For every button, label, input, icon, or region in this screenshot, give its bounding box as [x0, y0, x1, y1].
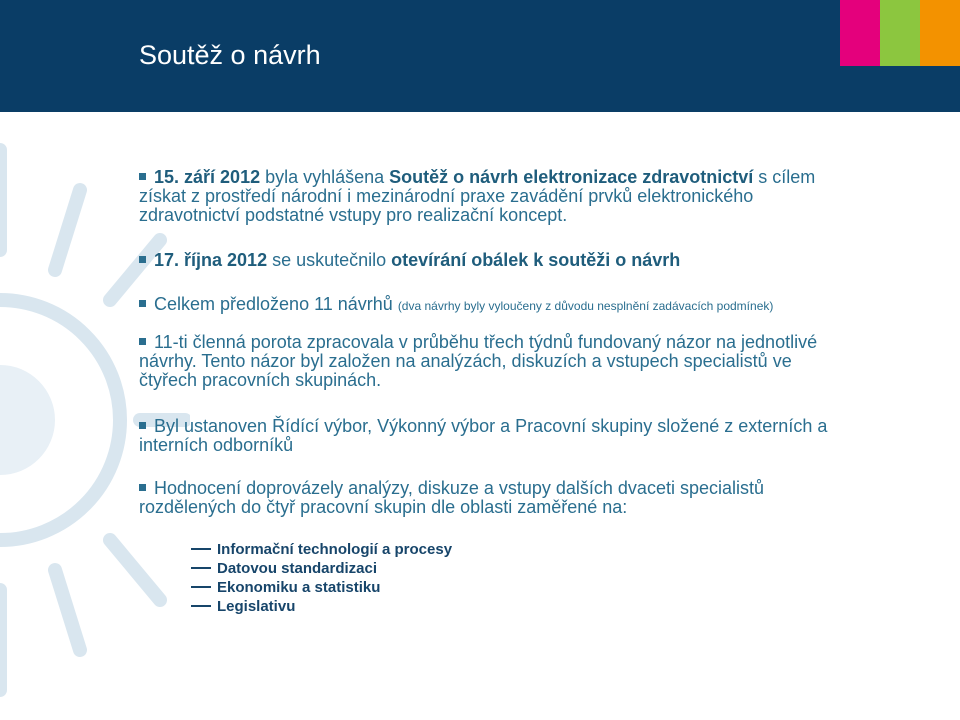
list-item: [191, 540, 452, 559]
list-item: [191, 578, 452, 597]
bullet-square-icon: [139, 338, 146, 345]
dash-icon: [191, 586, 211, 588]
bullet-jury: [139, 333, 829, 390]
bullet-footnote: (dva návrhy byly vyloučeny z důvodu nesplnění zadávacích podmínek): [397, 299, 774, 313]
slide-header: [0, 0, 960, 112]
dash-icon: [191, 548, 211, 550]
accent-block-magenta: [840, 0, 880, 66]
working-groups-list: [191, 540, 452, 616]
bullet-competition-announced: [139, 168, 829, 225]
list-item-label: Legislativu: [217, 598, 296, 615]
bullet-text: 11-ti členná porota zpracovala v průběhu třech týdnů fundovaný názor na jednotlivé návrhy. Tento názor byl založen na analýzách, diskuzích a vstupech specialistů ve čtyřech pracovních skupinách.: [139, 332, 818, 390]
dash-icon: [191, 567, 211, 569]
bullet-text: byla vyhlášena: [260, 167, 390, 187]
accent-block-orange: [920, 0, 960, 66]
accent-block-green: [880, 0, 920, 66]
bullet-square-icon: [139, 484, 146, 491]
bullet-text-cont: s cílem získat z prostředí národní i mezinárodní praxe zavádění prvků elektronického zdravotnictví podstatné vstupy pro realizační koncept.: [139, 167, 816, 225]
bullet-text: Celkem předloženo 11 návrhů: [154, 294, 398, 314]
list-item-label: Ekonomiku a statistiku: [217, 579, 381, 596]
bullet-square-icon: [139, 173, 146, 180]
list-item-label: Datovou standardizaci: [217, 560, 378, 577]
bullet-date: 17. října 2012: [154, 250, 268, 270]
slide-title: Soutěž o návrh: [139, 40, 321, 70]
bullet-date: 15. září 2012: [154, 167, 261, 187]
bullet-square-icon: [139, 256, 146, 263]
list-item: [191, 559, 452, 578]
bullet-square-icon: [139, 300, 146, 307]
bullet-emphasis: Soutěž o návrh elektronizace zdravotnictví: [389, 167, 754, 187]
bullet-envelope-opening: [139, 251, 829, 270]
list-item-label: Informační technologií a procesy: [217, 541, 453, 558]
bullet-evaluation: [139, 479, 829, 517]
bullet-text: Byl ustanoven Řídící výbor, Výkonný výbor a Pracovní skupiny složené z externích a interních odborníků: [139, 416, 828, 455]
accent-color-blocks: [840, 0, 960, 112]
bullet-square-icon: [139, 422, 146, 429]
dash-icon: [191, 605, 211, 607]
bullet-text: se uskutečnilo: [267, 250, 392, 270]
list-item: [191, 597, 452, 616]
bullet-text: Hodnocení doprovázely analýzy, diskuze a vstupy dalších dvaceti specialistů rozdělených do čtyř pracovní skupin dle oblasti zaměřené na:: [139, 478, 764, 517]
bullet-emphasis: otevírání obálek k soutěži o návrh: [391, 250, 681, 270]
bullet-committees: [139, 417, 829, 455]
bullet-proposals-submitted: [139, 295, 829, 316]
